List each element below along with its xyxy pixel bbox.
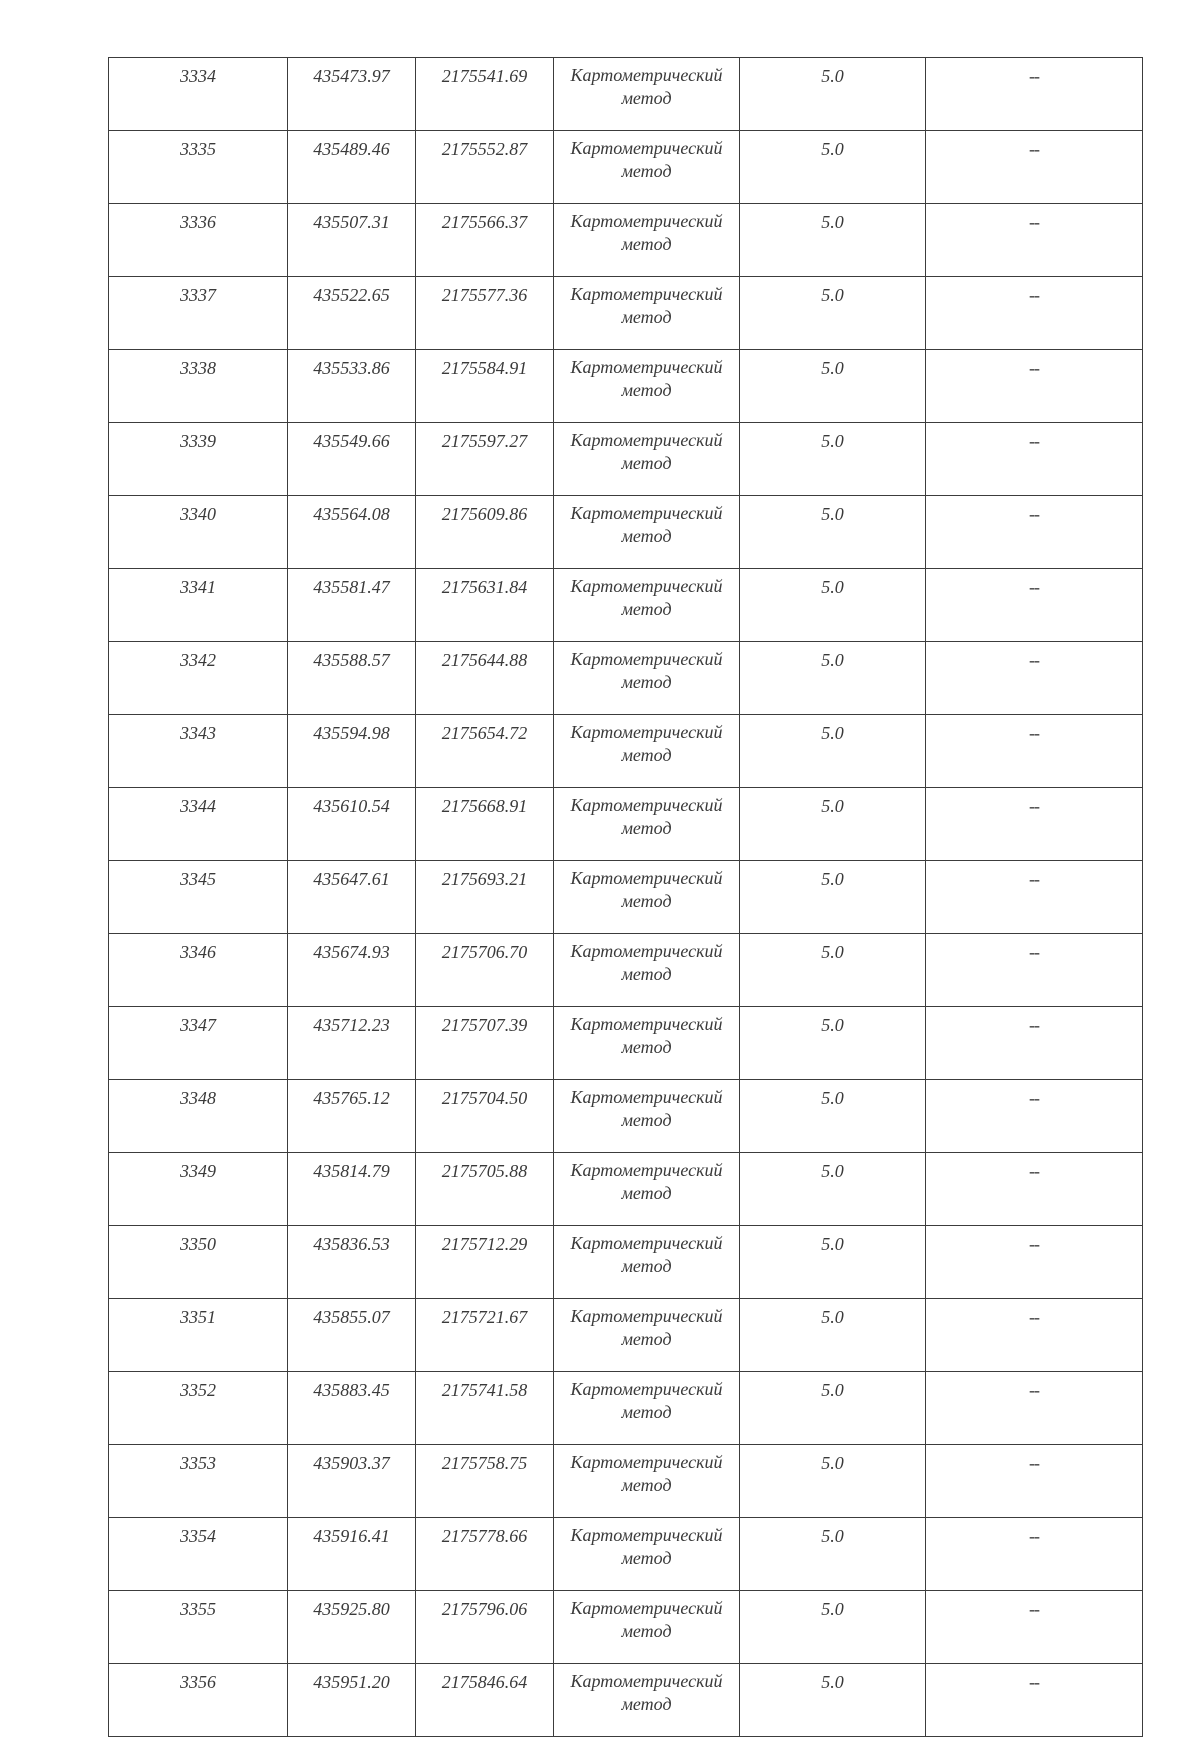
point-number-cell: 3348 (109, 1080, 288, 1153)
method-cell: Картометрический метод (554, 1080, 740, 1153)
point-number-cell: 3347 (109, 1007, 288, 1080)
table-row (109, 1518, 1143, 1591)
accuracy-cell: 5.0 (740, 1299, 926, 1372)
method-cell: Картометрический метод (554, 58, 740, 131)
table-row (109, 423, 1143, 496)
note-cell: -- (926, 1153, 1143, 1226)
x-coordinate-cell: 435647.61 (288, 861, 416, 934)
table-row (109, 350, 1143, 423)
y-coordinate-cell: 2175597.27 (416, 423, 554, 496)
note-cell: -- (926, 715, 1143, 788)
method-cell: Картометрический метод (554, 1445, 740, 1518)
x-coordinate-cell: 435522.65 (288, 277, 416, 350)
y-coordinate-cell: 2175609.86 (416, 496, 554, 569)
method-cell: Картометрический метод (554, 1372, 740, 1445)
method-cell: Картометрический метод (554, 131, 740, 204)
table-row (109, 1299, 1143, 1372)
point-number-cell: 3335 (109, 131, 288, 204)
point-number-cell: 3355 (109, 1591, 288, 1664)
method-cell: Картометрический метод (554, 1299, 740, 1372)
y-coordinate-cell: 2175741.58 (416, 1372, 554, 1445)
y-coordinate-cell: 2175706.70 (416, 934, 554, 1007)
method-cell: Картометрический метод (554, 496, 740, 569)
accuracy-cell: 5.0 (740, 642, 926, 715)
note-cell: -- (926, 350, 1143, 423)
x-coordinate-cell: 435951.20 (288, 1664, 416, 1737)
accuracy-cell: 5.0 (740, 1445, 926, 1518)
y-coordinate-cell: 2175721.67 (416, 1299, 554, 1372)
point-number-cell: 3339 (109, 423, 288, 496)
table-row (109, 1445, 1143, 1518)
point-number-cell: 3346 (109, 934, 288, 1007)
method-cell: Картометрический метод (554, 1591, 740, 1664)
x-coordinate-cell: 435814.79 (288, 1153, 416, 1226)
x-coordinate-cell: 435564.08 (288, 496, 416, 569)
y-coordinate-cell: 2175705.88 (416, 1153, 554, 1226)
y-coordinate-cell: 2175566.37 (416, 204, 554, 277)
accuracy-cell: 5.0 (740, 1153, 926, 1226)
y-coordinate-cell: 2175796.06 (416, 1591, 554, 1664)
y-coordinate-cell: 2175584.91 (416, 350, 554, 423)
point-number-cell: 3350 (109, 1226, 288, 1299)
x-coordinate-cell: 435581.47 (288, 569, 416, 642)
table-row (109, 277, 1143, 350)
method-cell: Картометрический метод (554, 642, 740, 715)
y-coordinate-cell: 2175704.50 (416, 1080, 554, 1153)
accuracy-cell: 5.0 (740, 1226, 926, 1299)
accuracy-cell: 5.0 (740, 350, 926, 423)
accuracy-cell: 5.0 (740, 277, 926, 350)
table-row (109, 861, 1143, 934)
y-coordinate-cell: 2175778.66 (416, 1518, 554, 1591)
y-coordinate-cell: 2175758.75 (416, 1445, 554, 1518)
accuracy-cell: 5.0 (740, 569, 926, 642)
y-coordinate-cell: 2175631.84 (416, 569, 554, 642)
point-number-cell: 3340 (109, 496, 288, 569)
method-cell: Картометрический метод (554, 423, 740, 496)
method-cell: Картометрический метод (554, 569, 740, 642)
note-cell: -- (926, 1007, 1143, 1080)
table-row (109, 496, 1143, 569)
table-row (109, 642, 1143, 715)
method-cell: Картометрический метод (554, 277, 740, 350)
x-coordinate-cell: 435836.53 (288, 1226, 416, 1299)
note-cell: -- (926, 204, 1143, 277)
y-coordinate-cell: 2175541.69 (416, 58, 554, 131)
note-cell: -- (926, 131, 1143, 204)
point-number-cell: 3342 (109, 642, 288, 715)
point-number-cell: 3354 (109, 1518, 288, 1591)
table-row (109, 1153, 1143, 1226)
y-coordinate-cell: 2175654.72 (416, 715, 554, 788)
y-coordinate-cell: 2175644.88 (416, 642, 554, 715)
note-cell: -- (926, 277, 1143, 350)
point-number-cell: 3353 (109, 1445, 288, 1518)
x-coordinate-cell: 435610.54 (288, 788, 416, 861)
accuracy-cell: 5.0 (740, 788, 926, 861)
method-cell: Картометрический метод (554, 1226, 740, 1299)
x-coordinate-cell: 435765.12 (288, 1080, 416, 1153)
point-number-cell: 3349 (109, 1153, 288, 1226)
y-coordinate-cell: 2175552.87 (416, 131, 554, 204)
note-cell: -- (926, 1518, 1143, 1591)
note-cell: -- (926, 1080, 1143, 1153)
accuracy-cell: 5.0 (740, 131, 926, 204)
accuracy-cell: 5.0 (740, 1518, 926, 1591)
method-cell: Картометрический метод (554, 1153, 740, 1226)
accuracy-cell: 5.0 (740, 1080, 926, 1153)
note-cell: -- (926, 788, 1143, 861)
accuracy-cell: 5.0 (740, 1664, 926, 1737)
method-cell: Картометрический метод (554, 1664, 740, 1737)
x-coordinate-cell: 435533.86 (288, 350, 416, 423)
point-number-cell: 3341 (109, 569, 288, 642)
x-coordinate-cell: 435903.37 (288, 1445, 416, 1518)
note-cell: -- (926, 861, 1143, 934)
y-coordinate-cell: 2175693.21 (416, 861, 554, 934)
coordinates-table (108, 57, 1143, 1737)
note-cell: -- (926, 642, 1143, 715)
y-coordinate-cell: 2175712.29 (416, 1226, 554, 1299)
table-row (109, 131, 1143, 204)
point-number-cell: 3334 (109, 58, 288, 131)
note-cell: -- (926, 496, 1143, 569)
method-cell: Картометрический метод (554, 1007, 740, 1080)
accuracy-cell: 5.0 (740, 496, 926, 569)
accuracy-cell: 5.0 (740, 58, 926, 131)
x-coordinate-cell: 435855.07 (288, 1299, 416, 1372)
point-number-cell: 3343 (109, 715, 288, 788)
x-coordinate-cell: 435883.45 (288, 1372, 416, 1445)
point-number-cell: 3344 (109, 788, 288, 861)
table-row (109, 1372, 1143, 1445)
point-number-cell: 3356 (109, 1664, 288, 1737)
point-number-cell: 3345 (109, 861, 288, 934)
note-cell: -- (926, 569, 1143, 642)
point-number-cell: 3352 (109, 1372, 288, 1445)
method-cell: Картометрический метод (554, 715, 740, 788)
point-number-cell: 3351 (109, 1299, 288, 1372)
note-cell: -- (926, 1591, 1143, 1664)
x-coordinate-cell: 435507.31 (288, 204, 416, 277)
table-row (109, 1226, 1143, 1299)
table-row (109, 1591, 1143, 1664)
coordinates-table-body (109, 58, 1143, 1737)
point-number-cell: 3337 (109, 277, 288, 350)
accuracy-cell: 5.0 (740, 1007, 926, 1080)
x-coordinate-cell: 435473.97 (288, 58, 416, 131)
method-cell: Картометрический метод (554, 1518, 740, 1591)
y-coordinate-cell: 2175707.39 (416, 1007, 554, 1080)
x-coordinate-cell: 435489.46 (288, 131, 416, 204)
x-coordinate-cell: 435925.80 (288, 1591, 416, 1664)
x-coordinate-cell: 435712.23 (288, 1007, 416, 1080)
accuracy-cell: 5.0 (740, 861, 926, 934)
note-cell: -- (926, 1445, 1143, 1518)
note-cell: -- (926, 1226, 1143, 1299)
accuracy-cell: 5.0 (740, 423, 926, 496)
point-number-cell: 3336 (109, 204, 288, 277)
method-cell: Картометрический метод (554, 788, 740, 861)
method-cell: Картометрический метод (554, 204, 740, 277)
accuracy-cell: 5.0 (740, 1372, 926, 1445)
x-coordinate-cell: 435594.98 (288, 715, 416, 788)
note-cell: -- (926, 1372, 1143, 1445)
y-coordinate-cell: 2175668.91 (416, 788, 554, 861)
note-cell: -- (926, 1299, 1143, 1372)
accuracy-cell: 5.0 (740, 1591, 926, 1664)
x-coordinate-cell: 435916.41 (288, 1518, 416, 1591)
table-row (109, 715, 1143, 788)
point-number-cell: 3338 (109, 350, 288, 423)
note-cell: -- (926, 934, 1143, 1007)
x-coordinate-cell: 435674.93 (288, 934, 416, 1007)
method-cell: Картометрический метод (554, 934, 740, 1007)
table-row (109, 1080, 1143, 1153)
table-row (109, 569, 1143, 642)
table-row (109, 934, 1143, 1007)
table-row (109, 788, 1143, 861)
table-row (109, 58, 1143, 131)
note-cell: -- (926, 1664, 1143, 1737)
accuracy-cell: 5.0 (740, 715, 926, 788)
method-cell: Картометрический метод (554, 861, 740, 934)
accuracy-cell: 5.0 (740, 204, 926, 277)
x-coordinate-cell: 435588.57 (288, 642, 416, 715)
table-row (109, 1664, 1143, 1737)
accuracy-cell: 5.0 (740, 934, 926, 1007)
note-cell: -- (926, 58, 1143, 131)
note-cell: -- (926, 423, 1143, 496)
table-row (109, 1007, 1143, 1080)
table-row (109, 204, 1143, 277)
method-cell: Картометрический метод (554, 350, 740, 423)
y-coordinate-cell: 2175577.36 (416, 277, 554, 350)
x-coordinate-cell: 435549.66 (288, 423, 416, 496)
y-coordinate-cell: 2175846.64 (416, 1664, 554, 1737)
